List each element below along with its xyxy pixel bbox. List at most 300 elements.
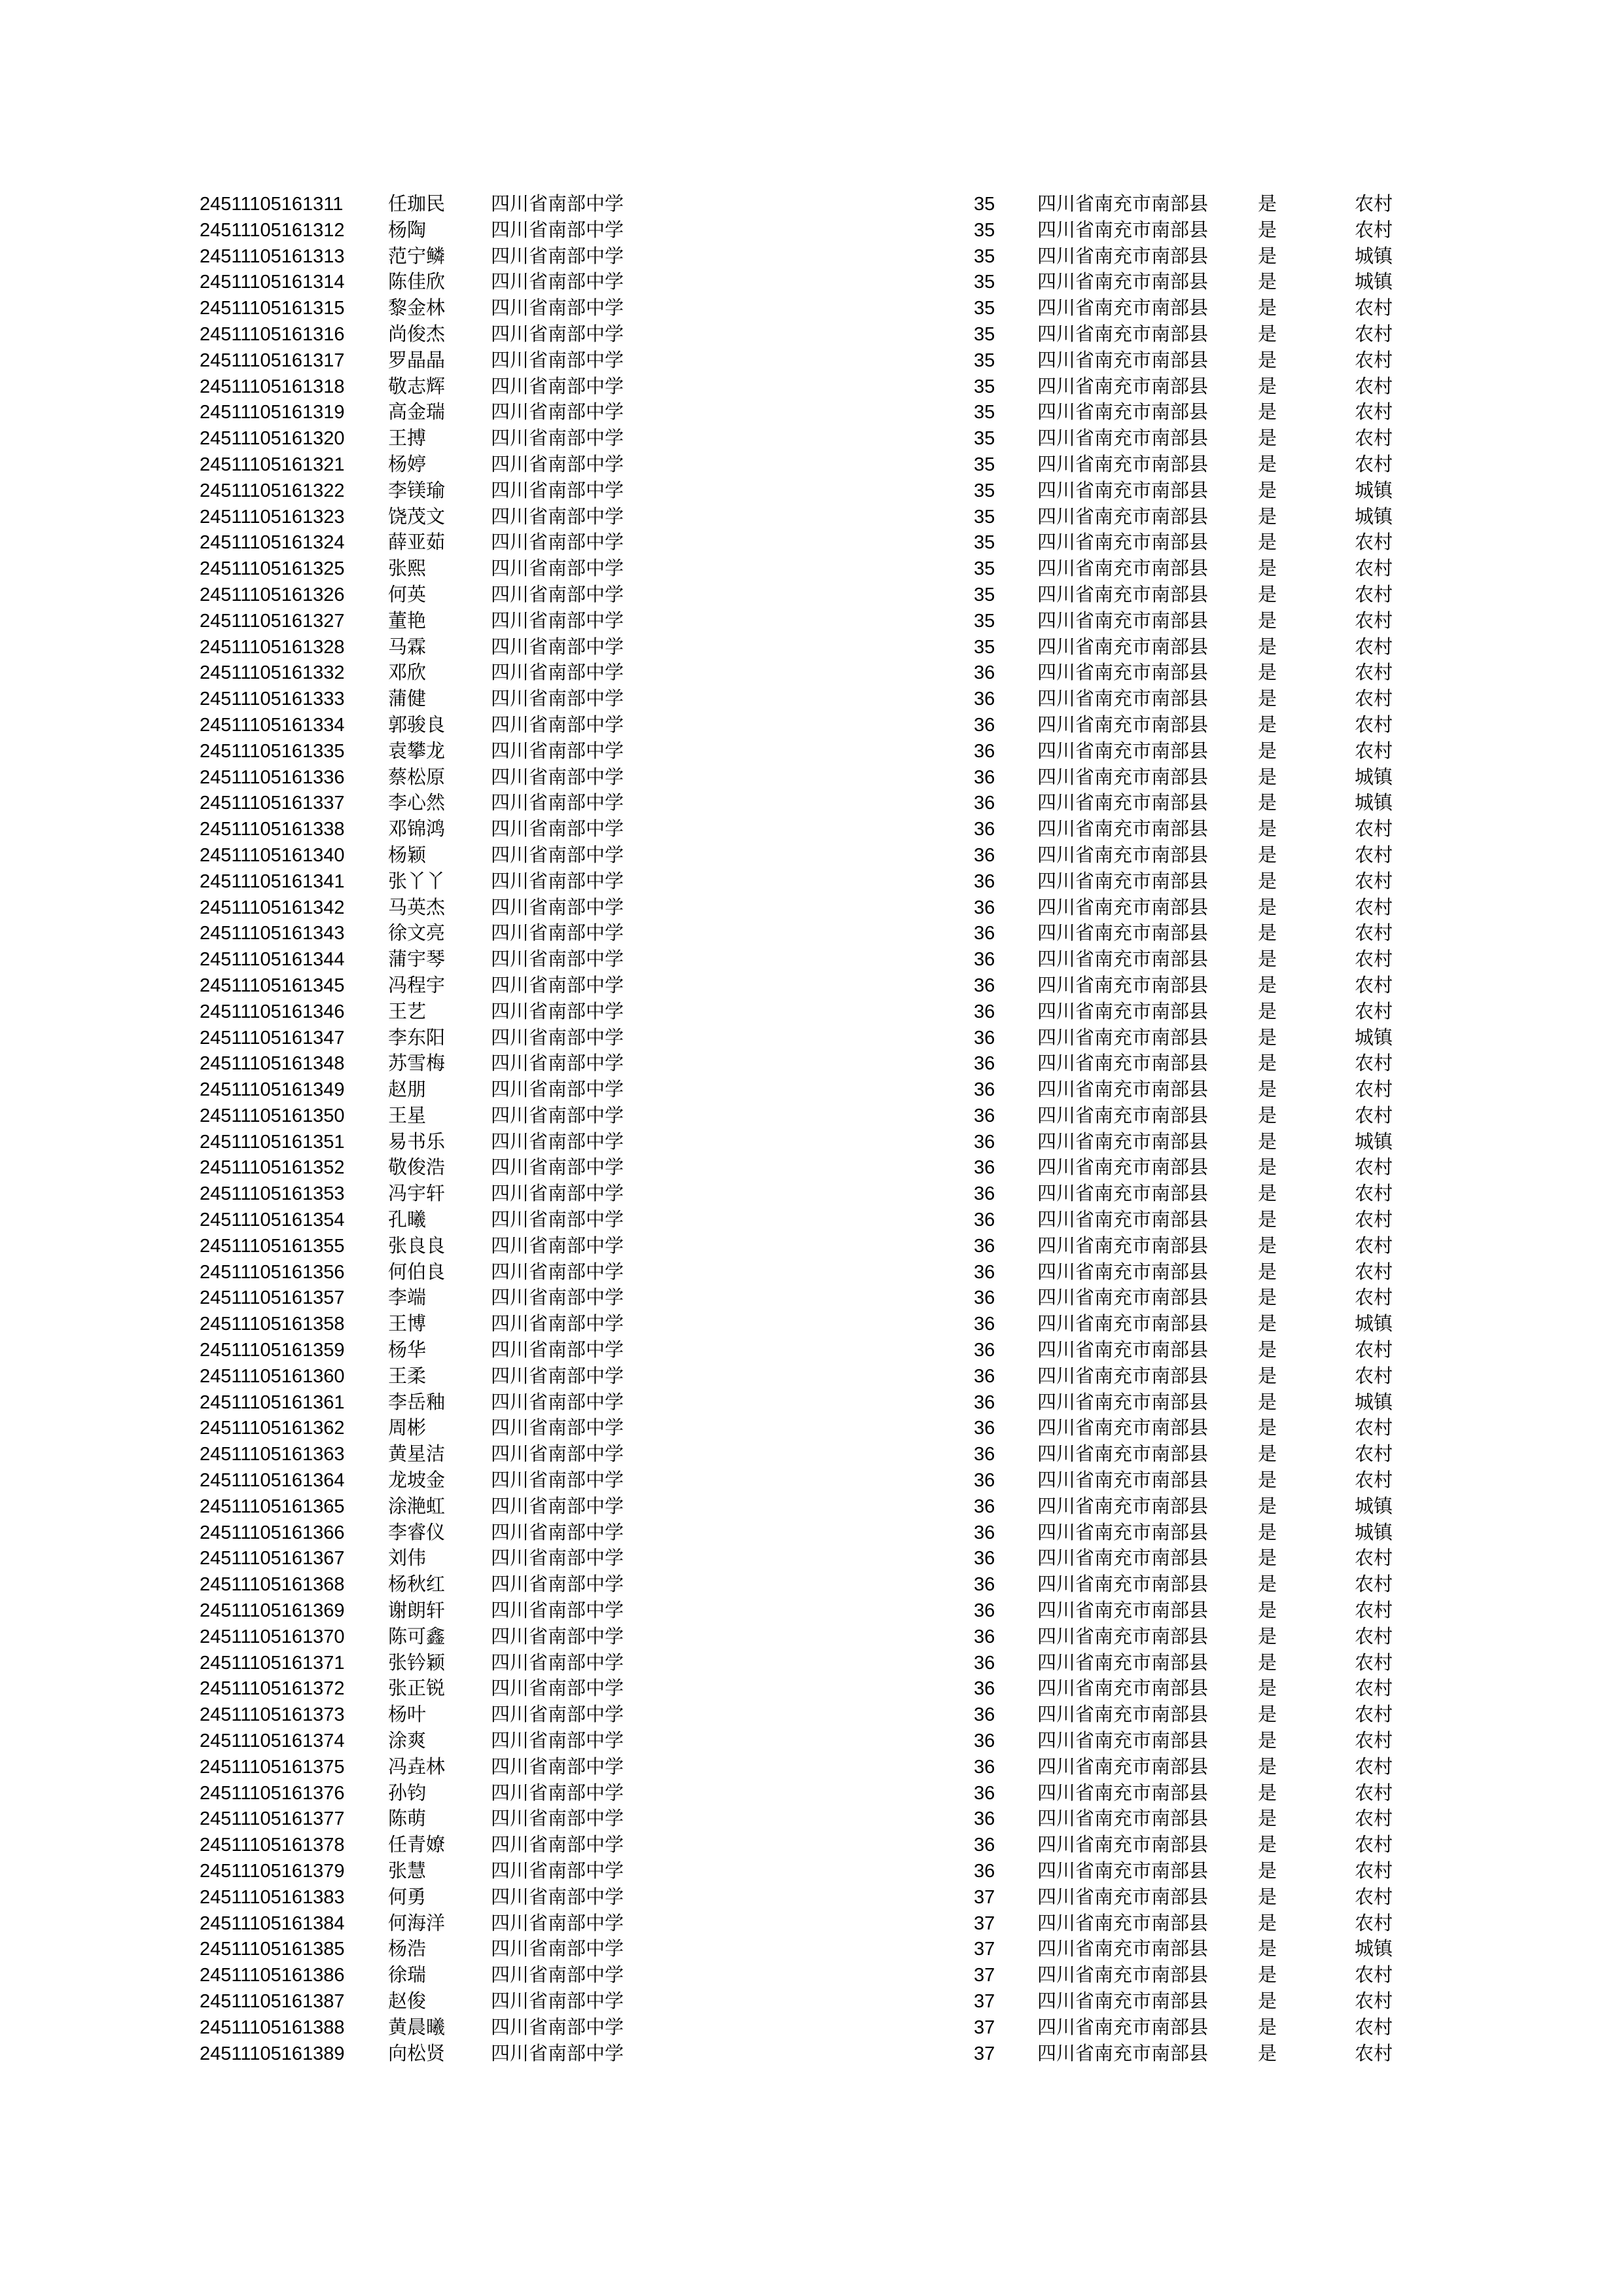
- region-name: 四川省南充市南部县: [1037, 1522, 1209, 1543]
- student-id: 24511105161349: [200, 1079, 345, 1101]
- school-name: 四川省南部中学: [491, 1678, 624, 1700]
- student-id: 24511105161351: [200, 1131, 345, 1153]
- region-name: 四川省南充市南部县: [1037, 298, 1209, 319]
- region-name: 四川省南充市南部县: [1037, 402, 1209, 423]
- student-name: 涂滟虹: [388, 1496, 446, 1517]
- table-row: [0, 1103, 1623, 1130]
- score-value: 36: [974, 1626, 995, 1647]
- eligibility-flag: 是: [1258, 1470, 1277, 1492]
- table-row: [0, 530, 1623, 556]
- school-name: 四川省南部中学: [491, 1314, 624, 1335]
- hukou-type: 农村: [1355, 1756, 1393, 1778]
- student-name: 董艳: [388, 610, 427, 632]
- score-value: 35: [974, 584, 995, 605]
- student-id: 24511105161388: [200, 2017, 345, 2038]
- region-name: 四川省南充市南部县: [1037, 506, 1209, 528]
- hukou-type: 农村: [1355, 1157, 1393, 1179]
- eligibility-flag: 是: [1258, 506, 1277, 528]
- eligibility-flag: 是: [1258, 1600, 1277, 1622]
- eligibility-flag: 是: [1258, 1365, 1277, 1387]
- student-name: 何伯良: [388, 1261, 446, 1283]
- hukou-type: 农村: [1355, 1418, 1393, 1439]
- student-name: 李睿仪: [388, 1522, 446, 1543]
- student-id: 24511105161383: [200, 1886, 345, 1908]
- student-name: 黎金林: [388, 298, 446, 319]
- student-id: 24511105161355: [200, 1235, 345, 1257]
- student-name: 尚俊杰: [388, 323, 446, 345]
- score-value: 36: [974, 1835, 995, 1856]
- table-row: [0, 1181, 1623, 1208]
- student-name: 蒲健: [388, 689, 427, 710]
- table-row: [0, 1390, 1623, 1416]
- student-id: 24511105161370: [200, 1626, 345, 1647]
- region-name: 四川省南充市南部县: [1037, 1835, 1209, 1856]
- score-value: 36: [974, 1287, 995, 1309]
- eligibility-flag: 是: [1258, 1105, 1277, 1126]
- eligibility-flag: 是: [1258, 793, 1277, 814]
- table-row: [0, 1208, 1623, 1234]
- student-id: 24511105161353: [200, 1183, 345, 1205]
- region-name: 四川省南充市南部县: [1037, 1652, 1209, 1674]
- score-value: 35: [974, 245, 995, 267]
- student-name: 李心然: [388, 793, 446, 814]
- student-name: 何海洋: [388, 1912, 446, 1934]
- eligibility-flag: 是: [1258, 1418, 1277, 1439]
- student-id: 24511105161365: [200, 1496, 345, 1517]
- student-id: 24511105161378: [200, 1835, 345, 1856]
- region-name: 四川省南充市南部县: [1037, 1782, 1209, 1804]
- school-name: 四川省南部中学: [491, 1574, 624, 1596]
- hukou-type: 农村: [1355, 1886, 1393, 1908]
- score-value: 37: [974, 1912, 995, 1934]
- hukou-type: 农村: [1355, 819, 1393, 840]
- score-value: 36: [974, 1808, 995, 1830]
- region-name: 四川省南充市南部县: [1037, 350, 1209, 371]
- student-id: 24511105161375: [200, 1756, 345, 1778]
- student-name: 刘伟: [388, 1548, 427, 1570]
- student-name: 何英: [388, 584, 427, 605]
- hukou-type: 农村: [1355, 1782, 1393, 1804]
- student-id: 24511105161315: [200, 298, 345, 319]
- school-name: 四川省南部中学: [491, 1444, 624, 1465]
- school-name: 四川省南部中学: [491, 272, 624, 293]
- student-name: 邓锦鸿: [388, 819, 446, 840]
- eligibility-flag: 是: [1258, 1287, 1277, 1309]
- student-name: 陈萌: [388, 1808, 427, 1830]
- region-name: 四川省南充市南部县: [1037, 1678, 1209, 1700]
- hukou-type: 农村: [1355, 2017, 1393, 2038]
- table-row: [0, 426, 1623, 452]
- student-name: 薛亚茹: [388, 532, 446, 554]
- table-row: [0, 765, 1623, 791]
- student-name: 龙坡金: [388, 1470, 446, 1492]
- score-value: 36: [974, 1340, 995, 1361]
- hukou-type: 农村: [1355, 194, 1393, 215]
- table-row: [0, 1729, 1623, 1755]
- region-name: 四川省南充市南部县: [1037, 1079, 1209, 1101]
- student-name: 杨秋红: [388, 1574, 446, 1596]
- student-id: 24511105161338: [200, 819, 345, 840]
- table-row: [0, 1676, 1623, 1702]
- region-name: 四川省南充市南部县: [1037, 740, 1209, 762]
- table-row: [0, 1911, 1623, 1937]
- eligibility-flag: 是: [1258, 2017, 1277, 2038]
- school-name: 四川省南部中学: [491, 1261, 624, 1283]
- student-id: 24511105161350: [200, 1105, 345, 1126]
- student-name: 饶茂文: [388, 506, 446, 528]
- student-name: 孔曦: [388, 1210, 427, 1231]
- eligibility-flag: 是: [1258, 766, 1277, 788]
- school-name: 四川省南部中学: [491, 1183, 624, 1205]
- eligibility-flag: 是: [1258, 844, 1277, 866]
- score-value: 35: [974, 298, 995, 319]
- table-row: [0, 1702, 1623, 1729]
- school-name: 四川省南部中学: [491, 323, 624, 345]
- student-id: 24511105161360: [200, 1365, 345, 1387]
- hukou-type: 农村: [1355, 844, 1393, 866]
- score-value: 36: [974, 819, 995, 840]
- school-name: 四川省南部中学: [491, 1340, 624, 1361]
- student-name: 袁攀龙: [388, 740, 446, 762]
- table-row: [0, 1416, 1623, 1442]
- hukou-type: 农村: [1355, 1183, 1393, 1205]
- score-value: 35: [974, 506, 995, 528]
- eligibility-flag: 是: [1258, 1731, 1277, 1752]
- student-id: 24511105161319: [200, 402, 345, 423]
- score-value: 35: [974, 350, 995, 371]
- school-name: 四川省南部中学: [491, 844, 624, 866]
- table-row: [0, 1155, 1623, 1181]
- eligibility-flag: 是: [1258, 1496, 1277, 1517]
- table-row: [0, 635, 1623, 661]
- eligibility-flag: 是: [1258, 402, 1277, 423]
- hukou-type: 农村: [1355, 1574, 1393, 1596]
- table-row: [0, 1989, 1623, 2015]
- student-id: 24511105161341: [200, 870, 345, 892]
- school-name: 四川省南部中学: [491, 1652, 624, 1674]
- eligibility-flag: 是: [1258, 194, 1277, 215]
- region-name: 四川省南充市南部县: [1037, 454, 1209, 475]
- score-value: 36: [974, 1522, 995, 1543]
- table-row: [0, 921, 1623, 947]
- score-value: 36: [974, 714, 995, 736]
- student-name: 涂爽: [388, 1731, 427, 1752]
- school-name: 四川省南部中学: [491, 1053, 624, 1075]
- eligibility-flag: 是: [1258, 1261, 1277, 1283]
- student-id: 24511105161354: [200, 1210, 345, 1231]
- student-name: 黄星洁: [388, 1444, 446, 1465]
- region-name: 四川省南充市南部县: [1037, 897, 1209, 918]
- score-value: 35: [974, 636, 995, 658]
- student-id: 24511105161367: [200, 1548, 345, 1570]
- hukou-type: 农村: [1355, 1835, 1393, 1856]
- table-row: [0, 1468, 1623, 1494]
- score-value: 37: [974, 1886, 995, 1908]
- score-value: 36: [974, 1731, 995, 1752]
- hukou-type: 农村: [1355, 689, 1393, 710]
- eligibility-flag: 是: [1258, 1782, 1277, 1804]
- hukou-type: 城镇: [1355, 272, 1393, 293]
- region-name: 四川省南充市南部县: [1037, 1210, 1209, 1231]
- eligibility-flag: 是: [1258, 1678, 1277, 1700]
- school-name: 四川省南部中学: [491, 897, 624, 918]
- school-name: 四川省南部中学: [491, 376, 624, 397]
- region-name: 四川省南充市南部县: [1037, 1131, 1209, 1153]
- eligibility-flag: 是: [1258, 1756, 1277, 1778]
- school-name: 四川省南部中学: [491, 1782, 624, 1804]
- student-name: 徐文亮: [388, 923, 446, 944]
- school-name: 四川省南部中学: [491, 766, 624, 788]
- student-id: 24511105161325: [200, 558, 345, 580]
- school-name: 四川省南部中学: [491, 532, 624, 554]
- eligibility-flag: 是: [1258, 1340, 1277, 1361]
- school-name: 四川省南部中学: [491, 506, 624, 528]
- hukou-type: 农村: [1355, 1548, 1393, 1570]
- score-value: 36: [974, 1600, 995, 1622]
- student-name: 邓欣: [388, 662, 427, 684]
- school-name: 四川省南部中学: [491, 350, 624, 371]
- student-name: 冯程宇: [388, 975, 446, 996]
- score-value: 36: [974, 975, 995, 996]
- student-name: 王柔: [388, 1365, 427, 1387]
- school-name: 四川省南部中学: [491, 584, 624, 605]
- student-id: 24511105161314: [200, 272, 345, 293]
- student-name: 陈可鑫: [388, 1626, 446, 1647]
- eligibility-flag: 是: [1258, 1391, 1277, 1413]
- student-id: 24511105161334: [200, 714, 345, 736]
- student-id: 24511105161336: [200, 766, 345, 788]
- region-name: 四川省南充市南部县: [1037, 219, 1209, 241]
- hukou-type: 农村: [1355, 1261, 1393, 1283]
- table-row: [0, 739, 1623, 765]
- table-row: [0, 817, 1623, 843]
- region-name: 四川省南充市南部县: [1037, 636, 1209, 658]
- table-row: [0, 1781, 1623, 1807]
- student-name: 范宁鳞: [388, 245, 446, 267]
- score-value: 36: [974, 1365, 995, 1387]
- score-value: 36: [974, 793, 995, 814]
- school-name: 四川省南部中学: [491, 1079, 624, 1101]
- eligibility-flag: 是: [1258, 1079, 1277, 1101]
- school-name: 四川省南部中学: [491, 1808, 624, 1830]
- student-name: 罗晶晶: [388, 350, 446, 371]
- school-name: 四川省南部中学: [491, 1626, 624, 1647]
- table-row: [0, 1885, 1623, 1911]
- student-id: 24511105161320: [200, 428, 345, 450]
- score-value: 35: [974, 219, 995, 241]
- score-value: 36: [974, 1105, 995, 1126]
- hukou-type: 农村: [1355, 350, 1393, 371]
- region-name: 四川省南充市南部县: [1037, 1731, 1209, 1752]
- eligibility-flag: 是: [1258, 1574, 1277, 1596]
- student-name: 谢朗轩: [388, 1600, 446, 1622]
- student-name: 张慧: [388, 1861, 427, 1882]
- eligibility-flag: 是: [1258, 1990, 1277, 2012]
- table-row: [0, 1051, 1623, 1077]
- score-value: 36: [974, 1470, 995, 1492]
- region-name: 四川省南充市南部县: [1037, 1990, 1209, 2012]
- region-name: 四川省南充市南部县: [1037, 610, 1209, 632]
- hukou-type: 农村: [1355, 740, 1393, 762]
- student-id: 24511105161352: [200, 1157, 345, 1179]
- eligibility-flag: 是: [1258, 1912, 1277, 1934]
- student-id: 24511105161373: [200, 1704, 345, 1726]
- score-value: 36: [974, 766, 995, 788]
- student-id: 24511105161321: [200, 454, 345, 475]
- eligibility-flag: 是: [1258, 480, 1277, 501]
- student-name: 周彬: [388, 1418, 427, 1439]
- table-row: [0, 999, 1623, 1026]
- region-name: 四川省南充市南部县: [1037, 532, 1209, 554]
- score-value: 36: [974, 689, 995, 710]
- table-row: [0, 478, 1623, 505]
- hukou-type: 农村: [1355, 1365, 1393, 1387]
- hukou-type: 农村: [1355, 428, 1393, 450]
- school-name: 四川省南部中学: [491, 1470, 624, 1492]
- hukou-type: 农村: [1355, 558, 1393, 580]
- student-id: 24511105161364: [200, 1470, 345, 1492]
- region-name: 四川省南充市南部县: [1037, 323, 1209, 345]
- student-name: 黄晨曦: [388, 2017, 446, 2038]
- student-name: 蒲宇琴: [388, 949, 446, 971]
- table-row: [0, 296, 1623, 322]
- student-name: 马霖: [388, 636, 427, 658]
- table-row: [0, 1285, 1623, 1312]
- student-id: 24511105161311: [200, 194, 344, 215]
- score-value: 36: [974, 1157, 995, 1179]
- region-name: 四川省南充市南部县: [1037, 1548, 1209, 1570]
- hukou-type: 农村: [1355, 1340, 1393, 1361]
- student-id: 24511105161342: [200, 897, 345, 918]
- table-row: [0, 1598, 1623, 1624]
- school-name: 四川省南部中学: [491, 1365, 624, 1387]
- region-name: 四川省南充市南部县: [1037, 1105, 1209, 1126]
- hukou-type: 农村: [1355, 1210, 1393, 1231]
- student-id: 24511105161322: [200, 480, 345, 501]
- table-row: [0, 400, 1623, 426]
- school-name: 四川省南部中学: [491, 2043, 624, 2064]
- region-name: 四川省南充市南部县: [1037, 1756, 1209, 1778]
- score-value: 35: [974, 480, 995, 501]
- school-name: 四川省南部中学: [491, 402, 624, 423]
- table-row: [0, 791, 1623, 817]
- region-name: 四川省南充市南部县: [1037, 1261, 1209, 1283]
- table-row: [0, 374, 1623, 401]
- table-row: [0, 1806, 1623, 1833]
- school-name: 四川省南部中学: [491, 194, 624, 215]
- eligibility-flag: 是: [1258, 1835, 1277, 1856]
- region-name: 四川省南充市南部县: [1037, 376, 1209, 397]
- school-name: 四川省南部中学: [491, 1939, 624, 1960]
- score-value: 36: [974, 870, 995, 892]
- school-name: 四川省南部中学: [491, 245, 624, 267]
- school-name: 四川省南部中学: [491, 454, 624, 475]
- eligibility-flag: 是: [1258, 714, 1277, 736]
- region-name: 四川省南充市南部县: [1037, 194, 1209, 215]
- region-name: 四川省南充市南部县: [1037, 949, 1209, 971]
- school-name: 四川省南部中学: [491, 219, 624, 241]
- region-name: 四川省南充市南部县: [1037, 1053, 1209, 1075]
- region-name: 四川省南充市南部县: [1037, 1600, 1209, 1622]
- eligibility-flag: 是: [1258, 298, 1277, 319]
- student-id: 24511105161340: [200, 844, 345, 866]
- region-name: 四川省南充市南部县: [1037, 689, 1209, 710]
- school-name: 四川省南部中学: [491, 1210, 624, 1231]
- score-value: 36: [974, 1444, 995, 1465]
- student-id: 24511105161332: [200, 662, 345, 684]
- hukou-type: 农村: [1355, 2043, 1393, 2064]
- eligibility-flag: 是: [1258, 1886, 1277, 1908]
- hukou-type: 农村: [1355, 584, 1393, 605]
- table-row: [0, 1364, 1623, 1390]
- region-name: 四川省南充市南部县: [1037, 1886, 1209, 1908]
- hukou-type: 农村: [1355, 1053, 1393, 1075]
- student-name: 张丫丫: [388, 870, 446, 892]
- student-name: 杨华: [388, 1340, 427, 1361]
- student-list: [0, 192, 1623, 2067]
- hukou-type: 农村: [1355, 636, 1393, 658]
- school-name: 四川省南部中学: [491, 1418, 624, 1439]
- table-row: [0, 244, 1623, 270]
- hukou-type: 农村: [1355, 1808, 1393, 1830]
- score-value: 36: [974, 1053, 995, 1075]
- region-name: 四川省南充市南部县: [1037, 245, 1209, 267]
- region-name: 四川省南充市南部县: [1037, 2043, 1209, 2064]
- student-name: 李镁瑜: [388, 480, 446, 501]
- eligibility-flag: 是: [1258, 819, 1277, 840]
- eligibility-flag: 是: [1258, 610, 1277, 632]
- student-id: 24511105161313: [200, 245, 345, 267]
- region-name: 四川省南充市南部县: [1037, 558, 1209, 580]
- student-name: 冯垚林: [388, 1756, 446, 1778]
- score-value: 36: [974, 1574, 995, 1596]
- student-name: 冯宇轩: [388, 1183, 446, 1205]
- hukou-type: 农村: [1355, 1001, 1393, 1022]
- school-name: 四川省南部中学: [491, 480, 624, 501]
- score-value: 35: [974, 194, 995, 215]
- eligibility-flag: 是: [1258, 376, 1277, 397]
- student-id: 24511105161366: [200, 1522, 345, 1543]
- hukou-type: 农村: [1355, 1678, 1393, 1700]
- region-name: 四川省南充市南部县: [1037, 1157, 1209, 1179]
- score-value: 37: [974, 1990, 995, 2012]
- score-value: 36: [974, 1418, 995, 1439]
- region-name: 四川省南充市南部县: [1037, 1391, 1209, 1413]
- hukou-type: 农村: [1355, 1470, 1393, 1492]
- score-value: 37: [974, 1939, 995, 1960]
- student-name: 李端: [388, 1287, 427, 1309]
- student-name: 王博: [388, 1314, 427, 1335]
- student-id: 24511105161384: [200, 1912, 345, 1934]
- eligibility-flag: 是: [1258, 272, 1277, 293]
- student-name: 何勇: [388, 1886, 427, 1908]
- table-row: [0, 1077, 1623, 1103]
- table-row: [0, 1937, 1623, 1963]
- eligibility-flag: 是: [1258, 662, 1277, 684]
- score-value: 36: [974, 1131, 995, 1153]
- eligibility-flag: 是: [1258, 2043, 1277, 2064]
- table-row: [0, 1572, 1623, 1598]
- hukou-type: 农村: [1355, 1731, 1393, 1752]
- student-name: 郭骏良: [388, 714, 446, 736]
- school-name: 四川省南部中学: [491, 949, 624, 971]
- score-value: 36: [974, 1756, 995, 1778]
- eligibility-flag: 是: [1258, 689, 1277, 710]
- table-row: [0, 1651, 1623, 1677]
- region-name: 四川省南充市南部县: [1037, 1183, 1209, 1205]
- score-value: 36: [974, 1704, 995, 1726]
- hukou-type: 城镇: [1355, 1496, 1393, 1517]
